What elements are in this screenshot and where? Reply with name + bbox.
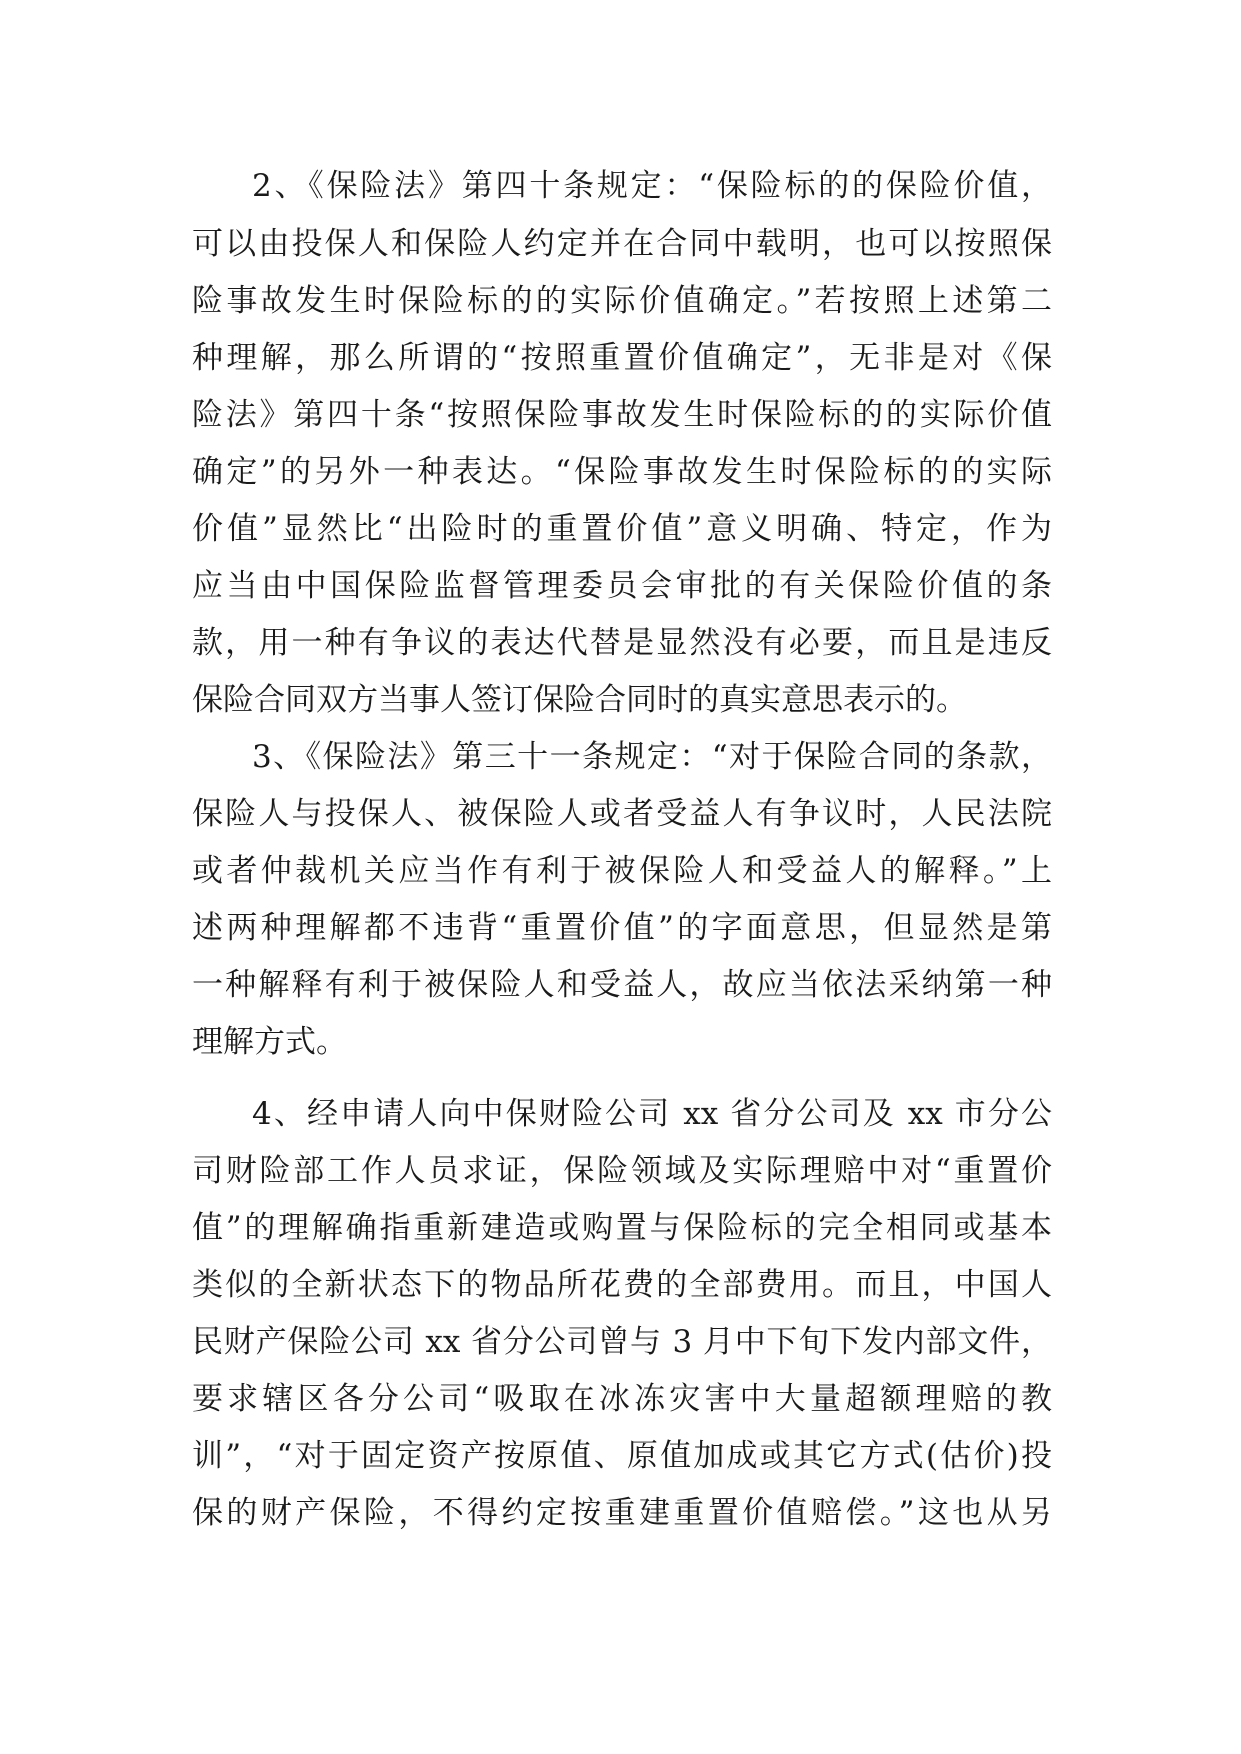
text-line: 险法》第四十条“按照保险事故发生时保险标的的实际价值 [192, 397, 1052, 433]
text-line: 类似的全新状态下的物品所花费的全部费用。而且，中国人 [192, 1267, 1052, 1303]
text-line: 险事故发生时保险标的的实际价值确定。”若按照上述第二 [192, 283, 1052, 319]
text-line: 理解方式。 [192, 1024, 347, 1060]
text-line: 要求辖区各分公司“吸取在冰冻灾害中大量超额理赔的教 [192, 1381, 1052, 1417]
text-line: 民财产保险公司 xx 省分公司曾与 3 月中下旬下发内部文件， [192, 1324, 1052, 1360]
text-line: 述两种理解都不违背“重置价值”的字面意思，但显然是第 [192, 910, 1052, 946]
text-line: 确定”的另外一种表达。“保险事故发生时保险标的的实际 [192, 454, 1052, 490]
text-line: 保的财产保险，不得约定按重建重置价值赔偿。”这也从另 [192, 1495, 1052, 1531]
text-line: 一种解释有利于被保险人和受益人，故应当依法采纳第一种 [192, 967, 1052, 1003]
text-line: 4、经申请人向中保财险公司 xx 省分公司及 xx 市分公 [252, 1096, 1052, 1132]
text-line: 司财险部工作人员求证，保险领域及实际理赔中对“重置价 [192, 1153, 1052, 1189]
text-line: 价值”显然比“出险时的重置价值”意义明确、特定，作为 [192, 511, 1052, 547]
text-line: 或者仲裁机关应当作有利于被保险人和受益人的解释。”上 [192, 853, 1052, 889]
text-line: 可以由投保人和保险人约定并在合同中载明，也可以按照保 [192, 226, 1052, 262]
text-line: 款，用一种有争议的表达代替是显然没有必要，而且是违反 [192, 625, 1052, 661]
text-line: 训”，“对于固定资产按原值、原值加成或其它方式(估价)投 [192, 1438, 1052, 1474]
text-line: 值”的理解确指重新建造或购置与保险标的完全相同或基本 [192, 1210, 1052, 1246]
text-line: 2、《保险法》第四十条规定：“保险标的的保险价值， [252, 168, 1052, 204]
text-line: 3、《保险法》第三十一条规定：“对于保险合同的条款， [252, 739, 1052, 775]
text-line: 应当由中国保险监督管理委员会审批的有关保险价值的条 [192, 568, 1052, 604]
text-line: 保险人与投保人、被保险人或者受益人有争议时，人民法院 [192, 796, 1052, 832]
text-line: 种理解，那么所谓的“按照重置价值确定”，无非是对《保 [192, 340, 1052, 376]
text-line: 保险合同双方当事人签订保险合同时的真实意思表示的。 [192, 682, 967, 718]
